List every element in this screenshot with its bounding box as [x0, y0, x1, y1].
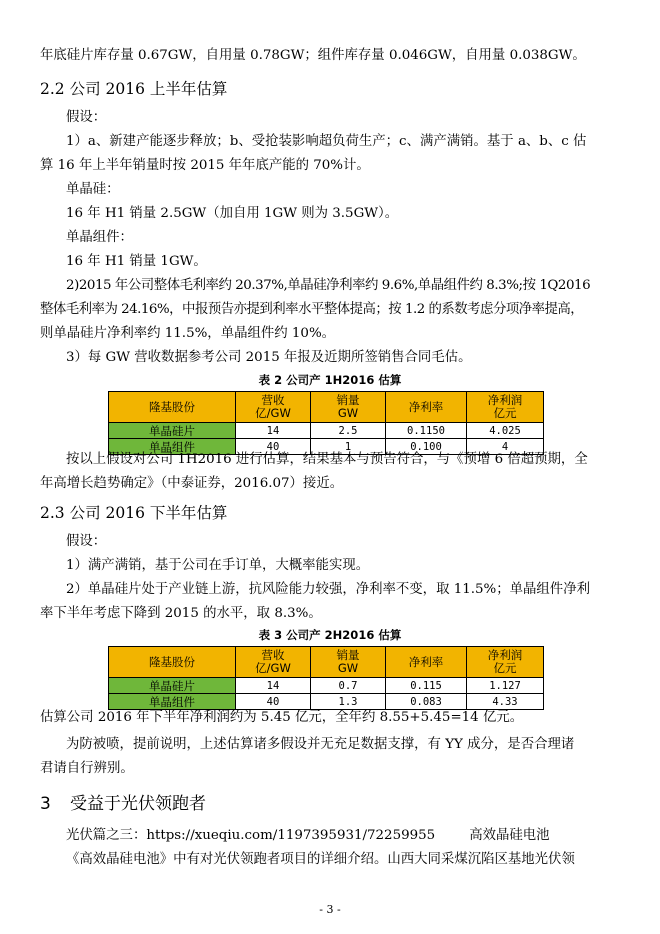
body-line: 率下半年考虑下降到 2015 的水平，取 8.3%。 — [40, 606, 322, 621]
table-header-cell: 隆基股份 — [109, 392, 236, 423]
section-heading-2-3: 2.3 公司 2016 下半年估算 — [40, 504, 228, 522]
body-line: 为防被喷，提前说明，上述估算诸多假设并无充足数据支撑，有 YY 成分，是否合理诸 — [66, 737, 575, 752]
body-line: 按以上假设对公司 1H2016 进行估算，结果基本与预告符合，与《预增 6 倍超预期，全 — [66, 452, 588, 467]
estimate-table-2h2016 — [108, 646, 544, 710]
table-cell: 0.115 — [386, 678, 467, 694]
body-line: 单晶组件： — [66, 230, 133, 245]
table-cell: 0.1150 — [386, 423, 467, 439]
table-header-cell: 销量 GW — [311, 392, 386, 423]
table-cell: 4 — [467, 439, 544, 455]
body-line: 年高增长趋势确定》（中泰证券，2016.07）接近。 — [40, 476, 344, 491]
body-line: 假设： — [66, 534, 107, 549]
body-line: 则单晶硅片净利率约 11.5%，单晶组件约 10%。 — [40, 326, 336, 341]
body-line: 《高效晶硅电池》中有对光伏领跑者项目的详细介绍。山西大同采煤沉陷区基地光伏领 — [66, 852, 575, 867]
table-header-cell: 营收 亿/GW — [236, 392, 311, 423]
table-row-header: 单晶组件 — [109, 694, 236, 710]
page-number: - 3 - — [319, 903, 341, 916]
body-line: 君请自行辨别。 — [40, 761, 134, 776]
table-header-cell: 营收 亿/GW — [236, 647, 311, 678]
section-heading-2-2: 2.2 公司 2016 上半年估算 — [40, 80, 228, 98]
body-line: 假设： — [66, 110, 107, 125]
body-line: 2)2015 年公司整体毛利率约 20.37%,单晶硅净利率约 9.6%,单晶组件约 8.3%;按 1Q2016 — [66, 278, 591, 293]
table-cell: 1.3 — [311, 694, 386, 710]
body-line: 算 16 年上半年销量时按 2015 年年底产能的 70%计。 — [40, 158, 370, 173]
table-row-header: 单晶硅片 — [109, 678, 236, 694]
table-cell: 14 — [236, 678, 311, 694]
table-cell: 40 — [236, 439, 311, 455]
table-cell: 4.025 — [467, 423, 544, 439]
table-header-cell: 净利润 亿元 — [467, 647, 544, 678]
body-line: 1）满产满销，基于公司在手订单，大概率能实现。 — [66, 558, 370, 573]
table-cell: 0.083 — [386, 694, 467, 710]
table-cell: 1 — [311, 439, 386, 455]
table-header-cell: 销量 GW — [311, 647, 386, 678]
table-row-header: 单晶硅片 — [109, 423, 236, 439]
section-title: 受益于光伏领跑者 — [70, 794, 206, 814]
table-cell: 4.33 — [467, 694, 544, 710]
table-cell: 2.5 — [311, 423, 386, 439]
table-caption: 表 3 公司产 2H2016 估算 — [258, 628, 402, 642]
table-row-header: 单晶组件 — [109, 439, 236, 455]
body-line: 2）单晶硅片处于产业链上游，抗风险能力较强，净利率不变，取 11.5%；单晶组件净利 — [66, 582, 590, 597]
body-line: 1）a、新建产能逐步释放；b、受抢装影响超负荷生产；c、满产满销。基于 a、b、c 估 — [66, 134, 587, 149]
table-cell: 14 — [236, 423, 311, 439]
table-row — [109, 423, 544, 439]
link-line[interactable]: 光伏篇之三：https://xueqiu.com/1197395931/72259955 高效晶硅电池 — [66, 828, 550, 843]
table-header-cell: 隆基股份 — [109, 647, 236, 678]
section-heading-3 — [40, 791, 206, 817]
estimate-table-1h2016 — [108, 391, 544, 455]
table-header-cell: 净利率 — [386, 647, 467, 678]
section-number: 3 — [40, 794, 51, 814]
body-line: 年底硅片库存量 0.67GW，自用量 0.78GW；组件库存量 0.046GW，自用量 0.038GW。 — [40, 48, 586, 63]
table-row — [109, 678, 544, 694]
table-header-cell: 净利率 — [386, 392, 467, 423]
table-header-cell: 净利润 亿元 — [467, 392, 544, 423]
body-line: 3）每 GW 营收数据参考公司 2015 年报及近期所签销售合同毛估。 — [66, 350, 472, 365]
table-cell: 1.127 — [467, 678, 544, 694]
table-cell: 40 — [236, 694, 311, 710]
body-line: 单晶硅： — [66, 182, 120, 197]
table-cell: 0.7 — [311, 678, 386, 694]
body-line: 估算公司 2016 年下半年净利润约为 5.45 亿元，全年约 8.55+5.45=14 亿元。 — [40, 710, 524, 725]
body-line: 16 年 H1 销量 1GW。 — [66, 254, 207, 269]
table-caption: 表 2 公司产 1H2016 估算 — [258, 373, 402, 387]
table-cell: 0.100 — [386, 439, 467, 455]
body-line: 整体毛利率为 24.16%，中报预告亦提到利率水平整体提高；按 1.2 的系数考虑分项净率提高， — [40, 302, 584, 317]
body-line: 16 年 H1 销量 2.5GW（加自用 1GW 则为 3.5GW）。 — [66, 206, 399, 221]
